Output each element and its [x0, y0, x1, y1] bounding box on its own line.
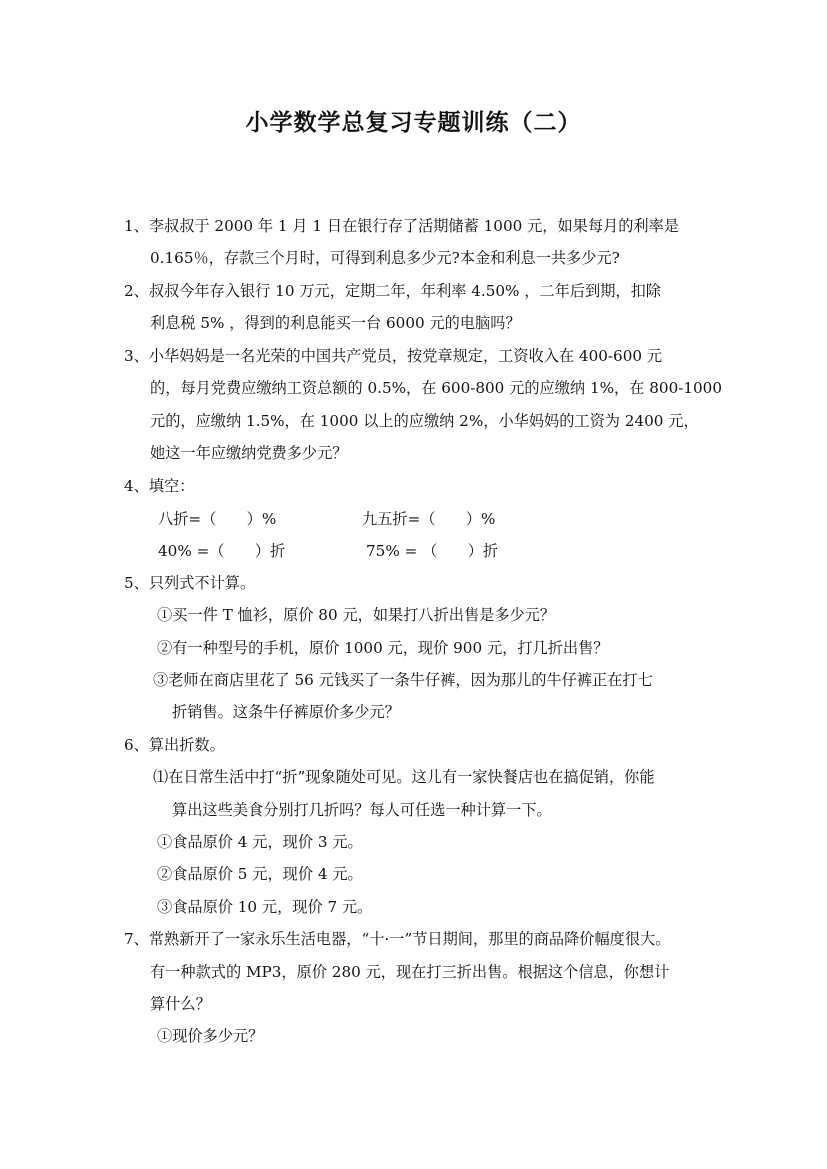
q4-blank-2: 九五折=（ ）%: [362, 510, 496, 528]
q2-line2: 利息税 5% ，得到的利息能买一台 6000 元的电脑吗？: [150, 314, 521, 332]
q6-intro-line2: 算出这些美食分别打几折吗？每人可任选一种计算一下。: [172, 801, 552, 819]
q7-line1: 7、常熟新开了一家永乐生活电器，“十·一”节日期间，那里的商品降价幅度很大。: [124, 930, 671, 948]
q5-item-2: ②有一种型号的手机，原价 1000 元，现价 900 元，打几折出售？: [157, 639, 609, 657]
q1-line1: 1、李叔叔于 2000 年 1 月 1 日在银行存了活期储蓄 1000 元，如果每月的利率是: [124, 217, 679, 235]
q4-blank-4: 75% = （ ）折: [366, 542, 499, 560]
q1-line2: 0.165％，存款三个月时，可得到利息多少元?本金和利息一共多少元?: [150, 249, 620, 267]
q6-item-2: ②食品原价 5 元，现价 4 元。: [157, 865, 363, 883]
q7-item-1: ①现价多少元？: [157, 1027, 264, 1045]
q4-heading: 4、填空：: [124, 477, 195, 495]
q6-intro-line1: ⑴在日常生活中打“折”现象随处可见。这儿有一家快餐店也在搞促销，你能: [153, 768, 655, 786]
q6-item-1: ①食品原价 4 元，现价 3 元。: [157, 833, 363, 851]
q6-heading: 6、算出折数。: [124, 736, 225, 754]
q4-blank-3: 40% =（ ）折: [158, 542, 286, 560]
q7-line3: 算什么？: [150, 995, 211, 1013]
q3-line4: 她这一年应缴纳党费多少元？: [150, 444, 348, 462]
q6-item-3: ③食品原价 10 元，现价 7 元。: [157, 898, 373, 916]
q2-line1: 2、叔叔今年存入银行 10 万元，定期二年，年利率 4.50% ，二年后到期，扣除: [124, 282, 661, 300]
page-title: 小学数学总复习专题训练（二）: [245, 110, 582, 136]
q7-line2: 有一种款式的 MP3，原价 280 元，现在打三折出售。根据这个信息，你想计: [150, 963, 670, 981]
q5-item-3-line2: 折销售。这条牛仔裤原价多少元？: [172, 703, 400, 721]
q3-line3: 元的，应缴纳 1.5%，在 1000 以上的应缴纳 2%，小华妈妈的工资为 2400 元，: [150, 412, 699, 430]
q3-line2: 的，每月党费应缴纳工资总额的 0.5%，在 600-800 元的应缴纳 1%，在 800-1000: [150, 379, 723, 397]
q4-blank-1: 八折=（ ）%: [158, 510, 277, 528]
q5-heading: 5、只列式不计算。: [124, 574, 256, 592]
q5-item-3-line1: ③老师在商店里花了 56 元钱买了一条牛仔裤，因为那儿的牛仔裤正在打七: [153, 671, 653, 689]
q3-line1: 3、小华妈妈是一名光荣的中国共产党员，按党章规定，工资收入在 400-600 元: [124, 347, 663, 365]
q5-item-1: ①买一件 T 恤衫，原价 80 元，如果打八折出售是多少元？: [157, 606, 556, 624]
